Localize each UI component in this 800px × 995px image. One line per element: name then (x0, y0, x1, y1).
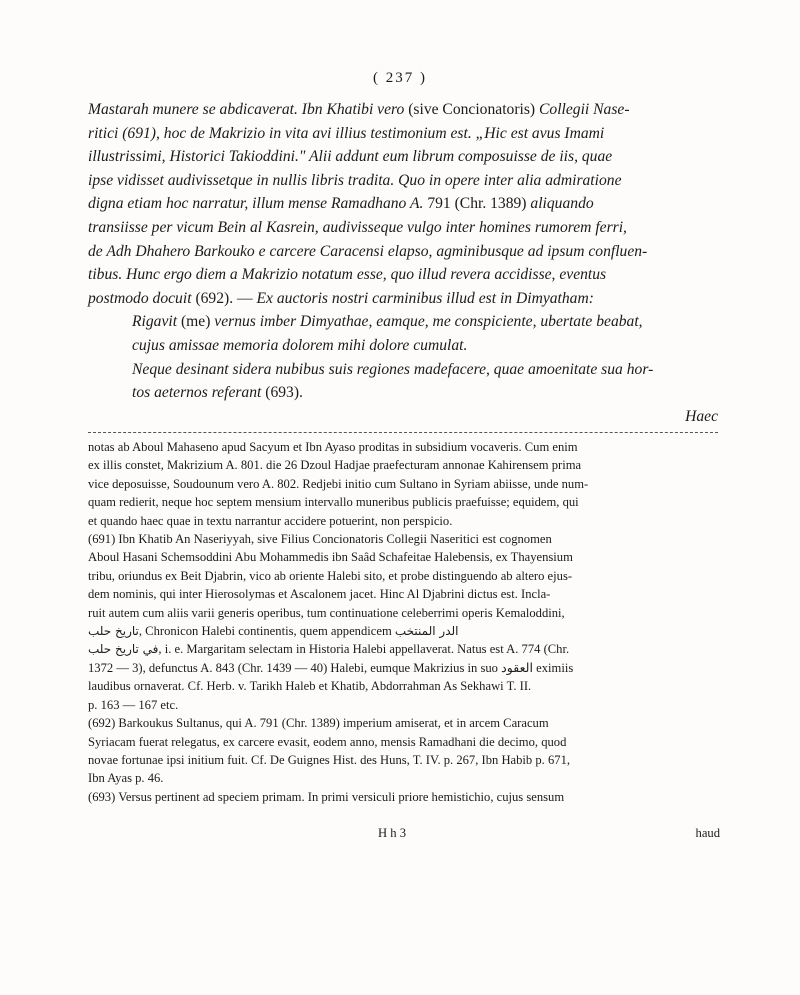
note-line: Ibn Ayas p. 46. (88, 771, 164, 786)
text-span: (693). (265, 384, 303, 402)
arabic-text: في تاريخ حلب (88, 642, 159, 657)
footnotes (88, 438, 720, 806)
text-span: postmodo docuit (88, 289, 192, 307)
note-line: Syriacam fuerat relegatus, ex carcere evasit, eodem anno, mensis Ramadhani die decimo, quod (88, 734, 567, 749)
note-line: ex illis constet, Makrizium A. 801. die 26 Dzoul Hadjae praefecturam annonae Kahirensem prima (88, 458, 582, 473)
note-line: vice deposuisse, Soudounum vero A. 802. Redjebi initio cum Sultano in Syriam abiisse, unde num- (88, 476, 589, 491)
text-span: 791 (Chr. 1389) (427, 195, 527, 213)
text-span: Ex auctoris nostri carminibus illud est in Dimyatham: (256, 289, 594, 307)
text-span: Rigavit (132, 313, 178, 331)
main-text (88, 98, 718, 428)
text-span: (692). — (195, 289, 253, 307)
signature-mark: H h 3 (378, 826, 406, 840)
text-line (88, 192, 718, 216)
page-number: ( 237 ) (373, 70, 427, 86)
text-span: (sive Concionatoris) (408, 101, 536, 118)
verse-line: Neque desinant sidera nubibus suis regiones madefacere, quae amoenitate sua hor- (132, 360, 654, 378)
text-span: i. e. Margaritam selectam in Historia Halebi appellaverat. Natus est A. 774 (Chr. (164, 642, 570, 657)
note-line: et quando haec quae in textu narrantur accidere potuerint, non perspicio. (88, 513, 453, 528)
footnote-rule (88, 432, 718, 433)
note-line: 1372 — 3), defunctus A. 843 (Chr. 1439 — 40) Halebi, eumque Makrizius in suo العقود eximiis (88, 660, 574, 675)
text-line: illustrissimi, Historici Takioddini." Alii addunt eum librum composuisse de iis, quae (88, 148, 613, 166)
text-line (88, 98, 718, 122)
note-line: ruit autem cum aliis varii generis operibus, tum continuatione celeberrimi operis Kemaloddini, (88, 605, 565, 620)
text-line: ritici (691), hoc de Makrizio in vita avi illius testimonium est. „Hic est avus Imami (88, 124, 605, 142)
text-span: vernus imber Dimyathae, eamque, me conspiciente, ubertate beabat, (214, 313, 643, 331)
footer-catchword: haud (695, 826, 720, 840)
note-line: p. 163 — 167 etc. (88, 697, 179, 712)
text-line: tibus. Hunc ergo diem a Makrizio notatum esse, quo illud revera accidisse, eventus (88, 266, 607, 284)
catchword: Haec (685, 407, 718, 425)
note-line: quam redierit, neque hoc septem mensium intervallo muneribus publicis praefuisse; equidem, qui (88, 495, 579, 510)
note-line: laudibus ornaverat. Cf. Herb. v. Tarikh Haleb et Khatib, Abdorrahman As Sekhawi T. II. (88, 679, 532, 694)
note-line: novae fortunae ipsi initium fuit. Cf. De Guignes Hist. des Huns, T. IV. p. 267, Ibn Habib p. 671, (88, 752, 571, 767)
verse-line (88, 381, 718, 405)
note-line: Aboul Hasani Schemsoddini Abu Mohammedis ibn Saâd Schafeitae Halebensis, ex Thayensium (88, 550, 573, 565)
note-line: dem nominis, qui inter Hierosolymas et Ascalonem jacet. Hinc Al Djabrini dictus est. Incla- (88, 587, 551, 602)
note-line: (691) Ibn Khatib An Naseriyyah, sive Filius Concionatoris Collegii Naseritici est cognomen (88, 532, 552, 547)
verse-line (88, 310, 718, 334)
note-line: notas ab Aboul Mahaseno apud Sacyum et Ibn Ayaso proditas in subsidium vocaveris. Cum enim (88, 440, 578, 454)
text-span: (me) (180, 313, 211, 331)
text-span: Collegii Nase- (539, 101, 630, 118)
note-line: في تاريخ حلب, i. e. Margaritam selectam in Historia Halebi appellaverat. Natus est A. 774 (Chr. (88, 642, 570, 657)
arabic-text: تاريخ حلب (88, 624, 139, 639)
note-line: (692) Barkoukus Sultanus, qui A. 791 (Chr. 1389) imperium amiserat, et in arcem Caracum (88, 716, 549, 731)
text-span: Mastarah munere se abdicaverat. Ibn Khatibi vero (88, 101, 405, 118)
note-line: تاريخ حلب, Chronicon Halebi continentis, quem appendicem الدر المنتخب (88, 624, 459, 639)
text-span: digna etiam hoc narratur, illum mense Ramadhano A. (88, 195, 424, 213)
text-line: de Adh Dhahero Barkouko e carcere Caracensi elapso, agminibusque ad ipsum confluen- (88, 242, 648, 260)
text-line: ipse vidisset audivissetque in nullis libris tradita. Quo in opere inter alia admiratione (88, 171, 622, 189)
text-span: tos aeternos referant (132, 384, 262, 402)
text-line (88, 287, 718, 311)
note-line: tribu, oriundus ex Beit Djabrin, vico ab oriente Halebi sito, et probe distinguendo ab altero ejus- (88, 568, 573, 583)
text-span: Chronicon Halebi continentis, quem appendicem (145, 624, 392, 639)
note-line: (693) Versus pertinent ad speciem primam. In primi versiculi priore hemistichio, cujus sensum (88, 789, 565, 804)
arabic-text: الدر المنتخب (394, 624, 459, 639)
text-span: aliquando (530, 195, 594, 213)
text-line: transiisse per vicum Bein al Kasrein, audivisseque vulgo inter homines rumorem ferri, (88, 218, 627, 236)
verse-line: cujus amissae memoria dolorem mihi dolore cumulat. (132, 336, 468, 354)
